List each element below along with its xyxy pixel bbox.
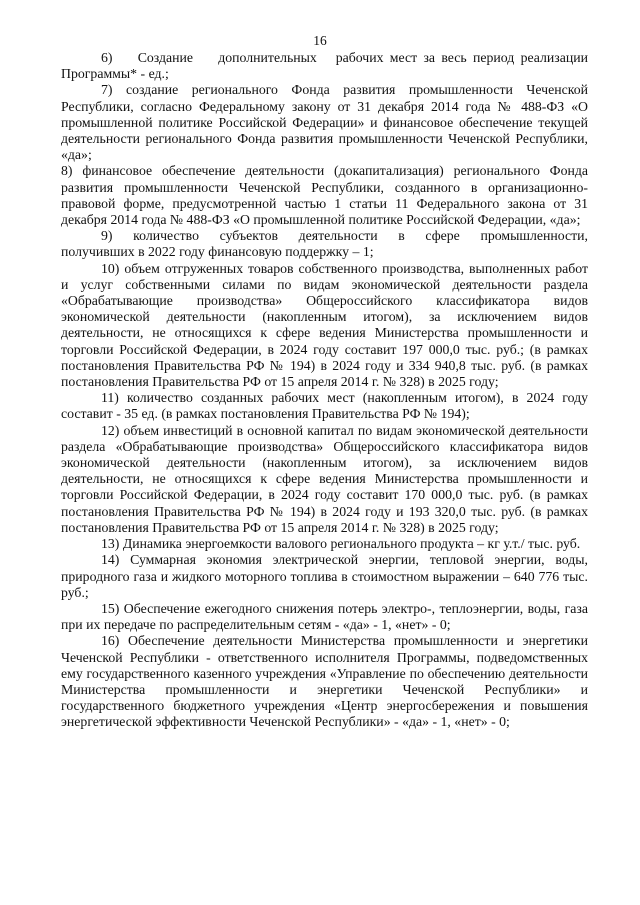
paragraph-item-8: 8) финансовое обеспечение деятельности (докапитализация) регионального Фонда развития промышленности Чеченской Республики, созданного в организационно-правовой форме, предусмотренной частью 1 статьи 11 Федерального закона от 31 декабря 2014 года № 488-ФЗ «О промышленной политике Российской Федерации, «да»; bbox=[61, 163, 588, 228]
paragraph-item-11: 11) количество созданных рабочих мест (накопленным итогом), в 2024 году составит - 35 ед. (в рамках постановления Правительства РФ № 194); bbox=[61, 390, 588, 422]
page-number: 16 bbox=[313, 33, 327, 48]
paragraph-item-15: 15) Обеспечение ежегодного снижения потерь электро-, теплоэнергии, воды, газа при их передаче по распределительным сетям - «да» - 1, «нет» - 0; bbox=[61, 600, 588, 633]
paragraph-item-12: 12) объем инвестиций в основной капитал по видам экономической деятельности раздела «Обрабатывающие производства» Общероссийского классификатора видов экономической деятельности (накопленным итогом), за исключением видов деятельности, не относящихся к сфере ведения Министерства промышленности и торговли Российской Федерации, в 2024 году составит 170 000,0 тыс. руб. (в рамках постановления Правительства РФ № 194) в 2024 году и 193 320,0 тыс. руб. (в рамках постановления Правительства РФ от 15 апреля 2014 г. № 328) в 2025 году; bbox=[61, 422, 588, 535]
paragraph-item-6: 6) Создание дополнительных рабочих мест за весь период реализации Программы* - ед.; bbox=[61, 50, 588, 82]
document-body bbox=[61, 50, 588, 731]
paragraph-item-13: 13) Динамика энергоемкости валового регионального продукта – кг у.т./ тыс. руб. bbox=[101, 536, 581, 552]
paragraph-item-7: 7) создание регионального Фонда развития промышленности Чеченской Республики, согласно Федеральному закону от 31 декабря 2014 года № 488-ФЗ «О промышленной политике Российской Федерации» и финансовое обеспечение текущей деятельности регионального Фонда развития промышленности Чеченской Республики, «да»; bbox=[61, 82, 588, 163]
paragraph-item-10: 10) объем отгруженных товаров собственного производства, выполненных работ и услуг собственными силами по видам экономической деятельности раздела «Обрабатывающие производства» Общероссийского классификатора видов экономической деятельности (накопленным итогом), за исключением видов деятельности, не относящихся к сфере ведения Министерства промышленности и торговли Российской Федерации, в 2024 году составит 197 000,0 тыс. руб.; (в рамках постановления Правительства РФ № 194) в 2024 году и 334 940,8 тыс. руб. (в рамках постановления Правительства РФ от 15 апреля 2014 г. № 328) в 2025 году; bbox=[61, 260, 588, 390]
paragraph-item-16: 16) Обеспечение деятельности Министерства промышленности и энергетики Чеченской Республики - ответственного исполнителя Программы, подведомственных ему государственного казенного учреждения «Управление по обеспечению деятельности Министерства промышленности и энергетики Чеченской Республики» и государственного бюджетного учреждения «Центр энергосбережения и повышения энергетической эффективности Чеченской Республики» - «да» - 1, «нет» - 0; bbox=[61, 633, 588, 730]
paragraph-item-14: 14) Суммарная экономия электрической энергии, тепловой энергии, воды, природного газа и жидкого моторного топлива в стоимостном выражении – 640 776 тыс. руб.; bbox=[61, 552, 588, 600]
paragraph-item-9: 9) количество субъектов деятельности в сфере промышленности, получивших в 2022 году финансовую поддержку – 1; bbox=[61, 228, 588, 260]
